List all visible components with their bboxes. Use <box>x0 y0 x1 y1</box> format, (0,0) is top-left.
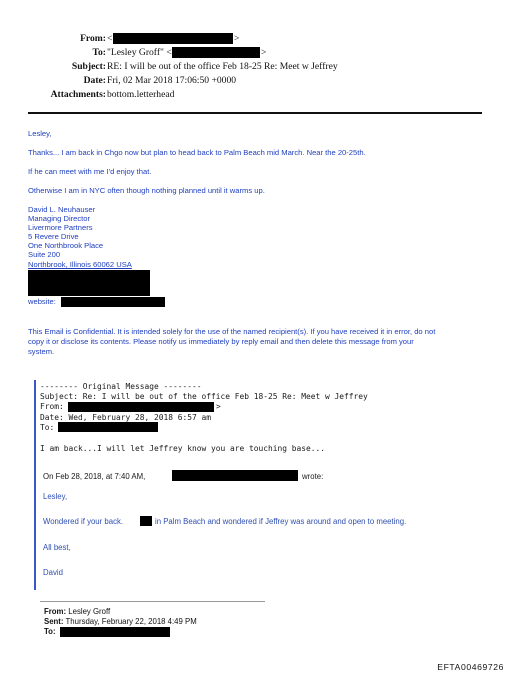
signature-line: Livermore Partners <box>28 223 93 232</box>
original-to-label: To: <box>40 423 55 432</box>
on-date-prefix: On Feb 28, 2018, at 7:40 AM, <box>43 472 146 481</box>
redaction-box <box>172 470 298 481</box>
attachments-label: Attachments: <box>50 89 106 100</box>
header-divider <box>28 112 482 114</box>
attachment-link[interactable]: bottom.letterhead <box>107 89 175 100</box>
from-row <box>0 33 106 45</box>
redaction-box <box>60 627 170 637</box>
quoted-line: in Palm Beach and wondered if Jeffrey was around and open to meeting. <box>155 517 407 526</box>
attachments-row <box>0 89 106 101</box>
wrote-label: wrote: <box>302 472 324 481</box>
prior-sent-row <box>44 617 197 626</box>
original-from-label: From: <box>40 402 64 411</box>
redaction-box <box>58 422 158 432</box>
redaction-box <box>113 33 233 44</box>
prior-to-label: To: <box>44 627 56 636</box>
date-row <box>0 75 106 87</box>
signature-address-link[interactable]: Northbrook, Illinois 60062 USA <box>28 260 132 269</box>
prior-sent-value: Thursday, February 22, 2018 4:49 PM <box>65 617 197 626</box>
prior-sent-label: Sent: <box>44 617 64 626</box>
signature-line: 5 Revere Drive <box>28 232 79 241</box>
signature-line: One Northbrook Place <box>28 241 104 250</box>
document-id: EFTA00469726 <box>437 662 504 672</box>
website-label: website: <box>28 297 56 306</box>
from-close-bracket: > <box>234 33 240 44</box>
to-row <box>0 47 106 59</box>
redaction-box <box>28 270 150 296</box>
quoted-name: David <box>43 568 63 577</box>
prior-divider <box>40 601 265 602</box>
redaction-box <box>140 516 152 526</box>
signature-line: David L. Neuhauser <box>28 205 96 214</box>
to-label: To: <box>92 47 106 58</box>
redaction-box <box>68 402 214 412</box>
date-label: Date: <box>83 75 106 86</box>
date-value: Fri, 02 Mar 2018 17:06:50 +0000 <box>107 75 237 86</box>
body-paragraph: If he can meet with me I'd enjoy that. <box>28 167 152 176</box>
quote-bar <box>34 380 36 590</box>
signature-line: Suite 200 <box>28 250 61 259</box>
from-open-bracket: < <box>107 33 113 44</box>
quoted-greeting: Lesley, <box>43 492 68 501</box>
prior-from-value: Lesley Groff <box>68 607 111 616</box>
from-label: From: <box>80 33 106 44</box>
subject-value: RE: I will be out of the office Feb 18-25 Re: Meet w Jeffrey <box>107 61 338 72</box>
quoted-line: Wondered if your back. <box>43 517 124 526</box>
original-subject: Subject: Re: I will be out of the office Feb 18-25 Re: Meet w Jeffrey <box>40 392 368 401</box>
quoted-signoff: All best, <box>43 543 71 552</box>
original-from-close: > <box>216 402 221 411</box>
confidential-line: copy it or disclose its contents. Please notify us immediately by reply email and then delete this message from your <box>28 337 414 346</box>
confidential-line: This Email is Confidential. It is intended solely for the use of the named recipient(s). If you have received it in error, do not <box>28 327 436 336</box>
reply-text: I am back...I will let Jeffrey know you are touching base... <box>40 444 326 453</box>
prior-to-row <box>44 627 56 636</box>
original-separator: -------- Original Message -------- <box>40 382 202 391</box>
redaction-box <box>172 47 260 58</box>
body-paragraph: Thanks... I am back in Chgo now but plan to head back to Palm Beach mid March. Near the 20-25th. <box>28 148 366 157</box>
confidential-line: system. <box>28 347 55 356</box>
greeting: Lesley, <box>28 129 52 138</box>
to-close-bracket: > <box>261 47 267 58</box>
prior-from-label: From: <box>44 607 67 616</box>
to-value: "Lesley Groff" < <box>107 47 172 58</box>
body-paragraph: Otherwise I am in NYC often though nothing planned until it warms up. <box>28 186 265 195</box>
redaction-box <box>61 297 165 307</box>
subject-row <box>0 61 106 73</box>
signature-line: Managing Director <box>28 214 91 223</box>
subject-label: Subject: <box>71 61 106 72</box>
prior-from-row <box>44 607 110 616</box>
original-date: Date: Wed, February 28, 2018 6:57 am <box>40 413 212 422</box>
